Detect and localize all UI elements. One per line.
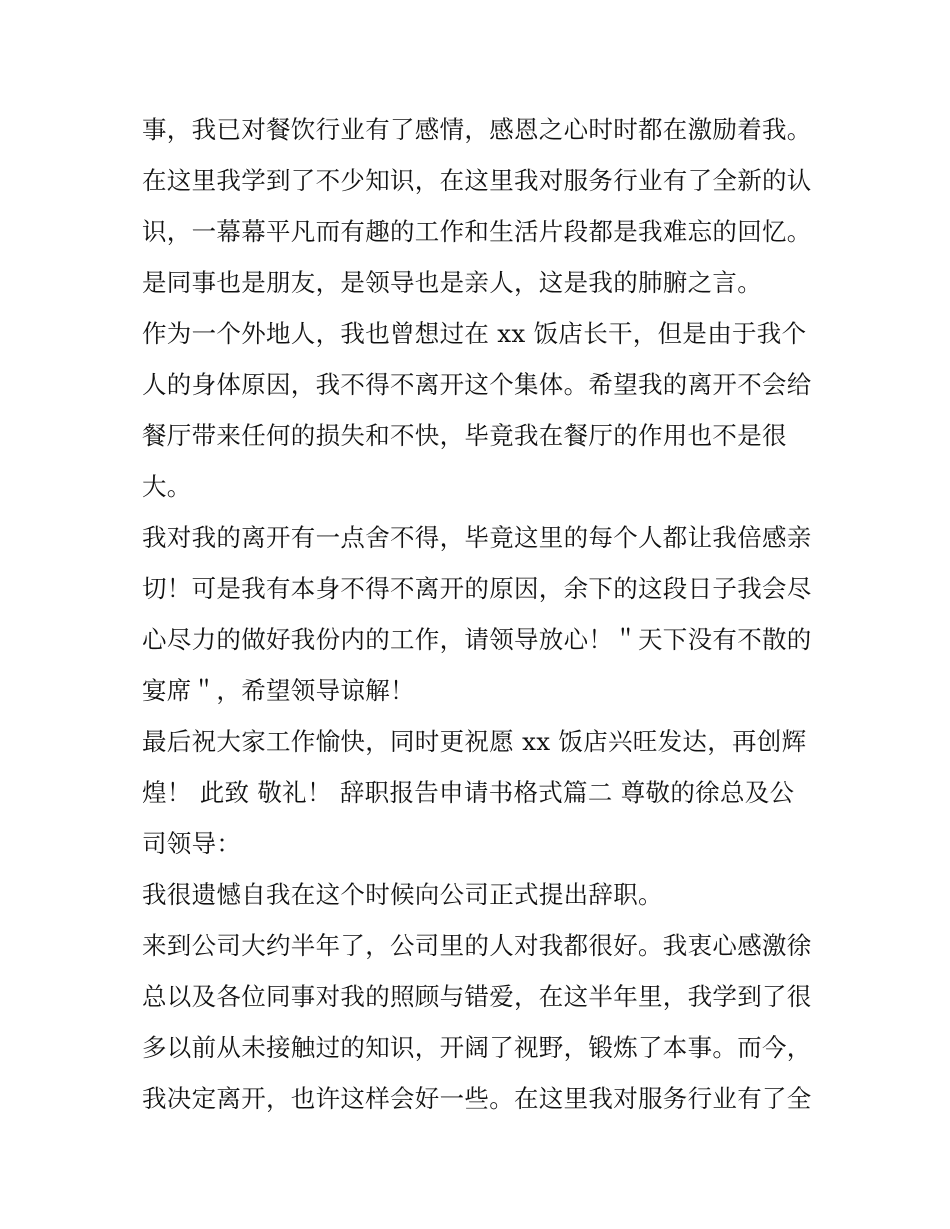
- text-line: 司领导：: [142, 829, 242, 858]
- text-line: 煌！ 此致 敬礼！ 辞职报告申请书格式篇二 尊敬的徐总及公: [142, 778, 795, 807]
- text-line: 识，一幕幕平凡而有趣的工作和生活片段都是我难忘的回忆。: [142, 217, 812, 246]
- text-line: 是同事也是朋友，是领导也是亲人，这是我的肺腑之言。: [142, 268, 762, 297]
- text-line: 我很遗憾自我在这个时候向公司正式提出辞职。: [142, 880, 663, 909]
- text-line: 总以及各位同事对我的照顾与错爱，在这半年里，我学到了很: [142, 982, 812, 1011]
- text-line: 事，我已对餐饮行业有了感情，感恩之心时时都在激励着我。: [142, 115, 812, 144]
- text-line: 作为一个外地人，我也曾想过在 xx 饭店长干，但是由于我个: [142, 319, 807, 348]
- text-line: 最后祝大家工作愉快，同时更祝愿 xx 饭店兴旺发达，再创辉: [142, 727, 807, 756]
- text-line: 心尽力的做好我份内的工作，请领导放心！＂天下没有不散的: [142, 625, 812, 654]
- text-line: 大。: [142, 472, 192, 501]
- text-line: 在这里我学到了不少知识，在这里我对服务行业有了全新的认: [142, 166, 812, 195]
- text-line: 我决定离开，也许这样会好一些。在这里我对服务行业有了全: [142, 1084, 812, 1113]
- text-line: 餐厅带来任何的损失和不快，毕竟我在餐厅的作用也不是很: [142, 421, 787, 450]
- document-body: [142, 108, 822, 1128]
- text-line: 宴席＂，希望领导谅解！: [142, 676, 415, 705]
- text-line: 人的身体原因，我不得不离开这个集体。希望我的离开不会给: [142, 370, 812, 399]
- text-line: 我对我的离开有一点舍不得，毕竟这里的每个人都让我倍感亲: [142, 523, 812, 552]
- text-line: 来到公司大约半年了，公司里的人对我都很好。我衷心感激徐: [142, 931, 812, 960]
- text-line: 切！可是我有本身不得不离开的原因，余下的这段日子我会尽: [142, 574, 812, 603]
- text-line: 多以前从未接触过的知识，开阔了视野，锻炼了本事。而今，: [142, 1033, 812, 1062]
